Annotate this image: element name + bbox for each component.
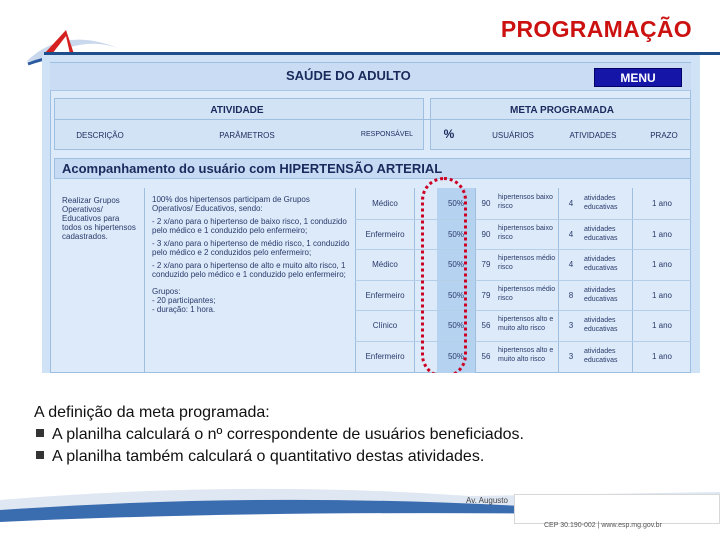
responsavel-cell: Enfermeiro <box>365 229 405 239</box>
percent-cell: 50% <box>447 260 464 269</box>
percent-cell: 50% <box>447 351 464 361</box>
param-line: - 2 x/ano para o hipertenso de alto e muito alto risco, 1 conduzido pelo médico e 1 conduzido pelo enfermeiro; <box>152 261 346 279</box>
col-parametros: PARÂMETROS <box>219 131 275 140</box>
prazo-cell: 1 ano <box>651 199 673 208</box>
prazo-cell: 1 ano <box>651 260 673 269</box>
meta-group-header: META PROGRAMADA <box>510 105 614 116</box>
atividades-cell: 4 <box>568 229 574 239</box>
prazo-cell: 1 ano <box>651 229 673 239</box>
responsavel-cell: Médico <box>372 260 398 269</box>
usuarios-cell: 56 <box>481 351 491 361</box>
atividades-tipo-cell: atividades educativas <box>584 195 618 211</box>
caption-block <box>34 402 714 468</box>
row-divider <box>355 219 691 220</box>
usuarios-tipo-cell: hipertensos alto e muito alto risco <box>498 316 554 332</box>
param-line: - 3 x/ano para o hipertenso de médio risco, 1 conduzido pelo médico e 2 conduzidos pelo enfermeiro; <box>152 239 350 257</box>
row-divider <box>355 341 691 342</box>
param-line: - 2 x/ano para o hipertenso de baixo risco, 1 conduzido pelo médico e 1 conduzido pelo enfermeiro; <box>152 217 347 235</box>
usuarios-tipo-cell: hipertensos médio risco <box>498 285 556 302</box>
prazo-cell: 1 ano <box>651 321 673 330</box>
row-divider <box>355 249 691 250</box>
caption-bullet <box>34 424 714 446</box>
col-atividades: ATIVIDADES <box>569 131 617 140</box>
responsavel-cell: Enfermeiro <box>365 290 405 300</box>
usuarios-tipo-cell: hipertensos alto e muito alto risco <box>498 346 554 363</box>
row-divider <box>355 280 691 281</box>
grid-line <box>144 188 145 373</box>
atividade-group-header: ATIVIDADE <box>210 105 264 116</box>
spreadsheet-panel <box>42 55 700 373</box>
atividades-cell: 4 <box>568 260 574 269</box>
highlight-oval <box>421 177 467 373</box>
section-title: Acompanhamento do usuário com HIPERTENSÃO ARTERIAL <box>62 161 443 176</box>
grid-line <box>355 188 356 373</box>
usuarios-cell: 90 <box>481 229 491 239</box>
grid-line <box>632 188 633 373</box>
row-divider <box>355 310 691 311</box>
usuarios-cell: 79 <box>481 290 491 300</box>
caption-bullet-text: A planilha também calculará o quantitativo destas atividades. <box>52 448 485 465</box>
atividades-tipo-cell: atividades educativas <box>584 256 618 272</box>
atividades-tipo-cell: atividades educativas <box>584 347 618 364</box>
bullet-square-icon <box>36 451 44 459</box>
prazo-cell: 1 ano <box>651 290 673 300</box>
atividades-tipo-cell: atividades educativas <box>584 286 618 303</box>
col-percent: % <box>443 127 455 141</box>
percent-cell: 50% <box>447 290 464 300</box>
caption-heading: A definição da meta programada: <box>34 404 270 421</box>
descricao-cell: Realizar Grupos Operativos/ Educativos para todos os hipertensos cadastrados. <box>62 196 136 241</box>
atividades-cell: 4 <box>568 199 574 208</box>
param-line: - 20 participantes; <box>152 296 216 305</box>
footer-address: Av. Augusto <box>466 496 508 505</box>
atividades-tipo-cell: atividades educativas <box>584 225 618 242</box>
footer-cep: CEP 30.190-002 | www.esp.mg.gov.br <box>544 522 662 529</box>
col-prazo: PRAZO <box>650 131 678 140</box>
usuarios-cell: 79 <box>481 260 491 269</box>
percent-cell: 50% <box>447 321 464 330</box>
grid-line <box>475 188 476 373</box>
menu-button[interactable]: MENU <box>594 68 682 87</box>
caption-bullet <box>34 446 714 468</box>
spreadsheet-title: SAÚDE DO ADULTO <box>286 68 411 83</box>
usuarios-tipo-cell: hipertensos médio risco <box>498 255 556 271</box>
col-usuarios: USUÁRIOS <box>492 131 534 140</box>
atividades-tipo-cell: atividades educativas <box>584 317 618 333</box>
header-divider <box>54 119 691 120</box>
responsavel-cell: Enfermeiro <box>365 351 405 361</box>
responsavel-cell: Clínico <box>372 321 398 330</box>
param-line: - duração: 1 hora. <box>152 305 216 314</box>
param-line: 100% dos hipertensos participam de Grupos Operativos/ Educativos, sendo: <box>152 195 310 213</box>
footer-info-box <box>514 494 720 524</box>
grid-line <box>558 188 559 373</box>
percent-cell: 50% <box>447 199 464 208</box>
bullet-square-icon <box>36 429 44 437</box>
caption-bullet-text: A planilha calculará o nº correspondente de usuários beneficiados. <box>52 426 524 443</box>
param-line: Grupos: <box>152 287 181 296</box>
usuarios-tipo-cell: hipertensos baixo risco <box>498 224 553 241</box>
responsavel-cell: Médico <box>372 199 398 208</box>
parametros-cell <box>152 195 352 314</box>
col-responsavel: RESPONSÁVEL <box>360 131 414 138</box>
percent-cell: 50% <box>447 229 464 239</box>
col-descricao: DESCRIÇÃO <box>76 131 124 140</box>
atividades-cell: 3 <box>568 321 574 330</box>
grid-line <box>414 188 415 373</box>
usuarios-cell: 56 <box>481 321 491 330</box>
slide-title: PROGRAMAÇÃO <box>500 16 692 42</box>
usuarios-tipo-cell: hipertensos baixo risco <box>498 194 553 210</box>
prazo-cell: 1 ano <box>651 351 673 361</box>
atividades-cell: 3 <box>568 351 574 361</box>
atividades-cell: 8 <box>568 290 574 300</box>
usuarios-cell: 90 <box>481 199 491 208</box>
